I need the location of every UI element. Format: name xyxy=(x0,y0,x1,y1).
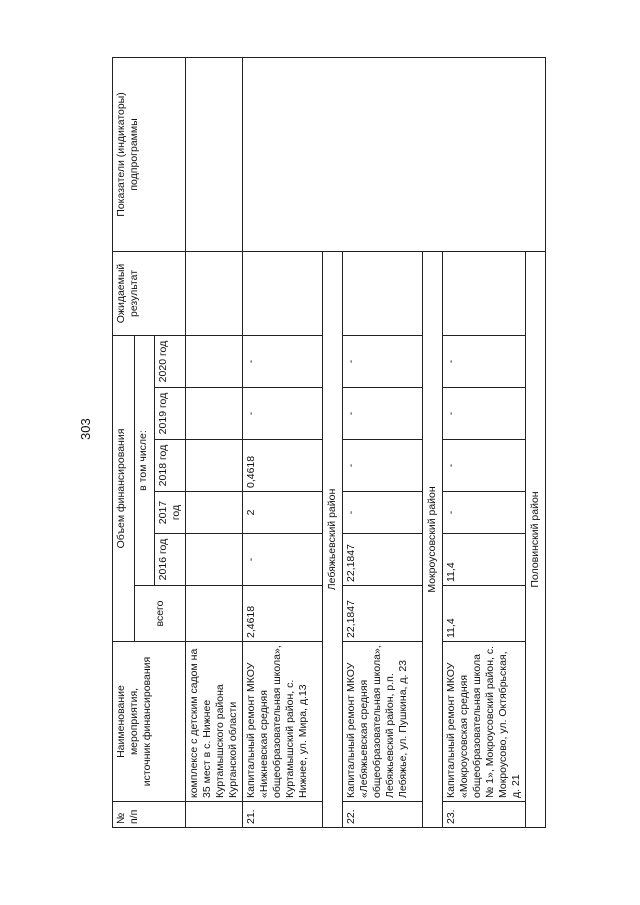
row-2020: - xyxy=(443,335,526,387)
header-2016: 2016 год xyxy=(155,534,186,586)
section-mokrousovo: Мокроусовский район xyxy=(423,251,443,827)
row-2020: - xyxy=(343,335,423,387)
table-row-continued xyxy=(186,57,243,827)
header-total: всего xyxy=(135,586,186,642)
header-name-line1: Наименование xyxy=(115,685,127,758)
row-2019: - xyxy=(343,388,423,440)
row-2019: - xyxy=(443,388,526,440)
row-total: 11,4 xyxy=(443,586,526,642)
row-2019: - xyxy=(243,388,323,440)
row-2017: 2 xyxy=(243,492,323,534)
row-num: 21. xyxy=(243,802,323,828)
header-name xyxy=(113,642,186,802)
page-number: 303 xyxy=(78,418,93,440)
indicators-cell xyxy=(243,57,546,251)
row-2020: - xyxy=(243,335,323,387)
header-name-line3: источник финансирования xyxy=(141,656,153,787)
header-num: № п/п xyxy=(113,802,186,828)
header-result: Ожидаемый результат xyxy=(113,251,186,335)
row-2018: - xyxy=(343,440,423,492)
rotated-table-container xyxy=(112,58,597,828)
row-num: 23. xyxy=(443,802,526,828)
table-row xyxy=(243,57,323,827)
header-2018: 2018 год xyxy=(155,440,186,492)
row-total: 22,1847 xyxy=(343,586,423,642)
row-2017: - xyxy=(343,492,423,534)
row-name: Капитальный ремонт МКОУ «Лебяжьевская средняя общеобразовательная школа», Лебяжьевский район, р.п. Лебяжье, ул. Пушкина, д. 23 xyxy=(343,642,423,802)
row-num: 22. xyxy=(343,802,423,828)
header-volume: Объем финансирования xyxy=(113,335,135,641)
header-2017: 2017 год xyxy=(155,492,186,534)
row-2016: - xyxy=(243,534,323,586)
header-2020: 2020 год xyxy=(155,335,186,387)
continued-name: комплексе с детским садом на 35 мест в с. Нижнее Куртамышского района Курганской области xyxy=(186,642,243,802)
row-2018: - xyxy=(443,440,526,492)
header-2019: 2019 год xyxy=(155,388,186,440)
row-2017: - xyxy=(443,492,526,534)
section-polovinskiy: Половинский район xyxy=(526,251,546,827)
row-name: Капитальный ремонт МКОУ «Мокроусовская средняя общеобразовательная школа № 1», Мокроусовский район, с. Мокроусово, ул. Октябрьская, д. 21 xyxy=(443,642,526,802)
header-indicators: Показатели (индикаторы) подпрограммы xyxy=(113,57,186,251)
section-lebyazhye: Лебяжьевский район xyxy=(323,251,343,827)
header-name-line2: мероприятия, xyxy=(128,687,140,756)
financing-table xyxy=(112,57,546,828)
row-2018: 0,4618 xyxy=(243,440,323,492)
row-2016: 11,4 xyxy=(443,534,526,586)
header-incl: в том числе: xyxy=(135,335,155,585)
row-total: 2,4618 xyxy=(243,586,323,642)
header-row-1 xyxy=(113,57,135,827)
row-2016: 22,1847 xyxy=(343,534,423,586)
row-name: Капитальный ремонт МКОУ «Нижневская средняя общеобразовательная школа», Куртамышский район, с. Нижнее, ул. Мира, д.13 xyxy=(243,642,323,802)
